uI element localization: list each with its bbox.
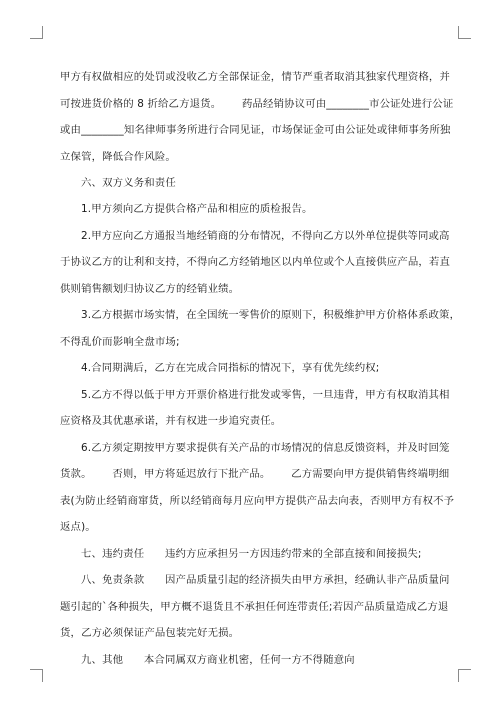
- document-line: 于协议乙方的让利和支持，不得向乙方经销地区以内单位或个人直接供应产品，若直: [60, 256, 450, 268]
- document-line: 六、双方义务和责任: [81, 177, 176, 189]
- document-line: 货，乙方必须保证产品包装完好无损。: [60, 627, 240, 639]
- document-line: 不得乱价而影响全盘市场;: [60, 336, 180, 348]
- document-line: 可按进货价格的 8 折给乙方退货。 药品经销协议可由________市公证处进行公证: [60, 98, 454, 110]
- document-line: 立保管，降低合作风险。: [60, 151, 176, 163]
- document-line: 八、免责条款 因产品质量引起的经济损失由甲方承担，经确认非产品质量问: [81, 574, 450, 586]
- document-line: 题引起的`各种损失，甲方概不退货且不承担任何连带责任;若因产品质量造成乙方退: [60, 601, 449, 613]
- document-line: 5.乙方不得以低于甲方开票价格进行批发或零售，一旦违背，甲方有权取消其相: [81, 389, 450, 401]
- document-line: 3.乙方根据市场实情，在全国统一零售价的原则下，积极维护甲方价格体系政策，: [81, 309, 461, 321]
- document-line: 甲方有权做相应的处罚或没收乙方全部保证金，情节严重者取消其独家代理资格，并: [60, 71, 450, 83]
- document-line: 或由________知名律师事务所进行合同见证，市场保证金可由公证处或律师事务所独: [60, 124, 451, 136]
- document-line: 4.合同期满后，乙方在完成合同指标的情况下，享有优先续约权;: [81, 362, 380, 374]
- crop-mark-top-right: [458, 26, 471, 39]
- document-line: 九、其他 本合同属双方商业机密，任何一方不得随意向: [81, 654, 355, 666]
- document-line: 货款。 否则，甲方将延迟放行下批产品。 乙方需要向甲方提供销售终端明细: [60, 468, 450, 480]
- crop-mark-top-left: [30, 26, 43, 39]
- crop-mark-bottom-left: [30, 669, 43, 682]
- document-line: 6.乙方须定期按甲方要求提供有关产品的市场情况的信息反馈资料，并及时回笼: [81, 442, 450, 454]
- document-line: 2.甲方应向乙方通报当地经销商的分布情况，不得向乙方以外单位提供等同或高: [81, 230, 450, 242]
- document-line: 七、违约责任 违约方应承担另一方因违约带来的全部直接和间接损失;: [81, 548, 422, 560]
- crop-mark-bottom-right: [458, 669, 471, 682]
- document-line: 返点)。: [60, 521, 96, 533]
- document-line: 表(为防止经销商窜货，所以经销商每月应向甲方提供产品去向表，否则甲方有权不予: [60, 495, 455, 507]
- document-line: 供则销售额划归协议乙方的经销业绩。: [60, 283, 240, 295]
- document-line: 应资格及其优惠承诺，并有权进一步追究责任。: [60, 415, 282, 427]
- document-line: 1.甲方须向乙方提供合格产品和相应的质检报告。: [81, 203, 313, 215]
